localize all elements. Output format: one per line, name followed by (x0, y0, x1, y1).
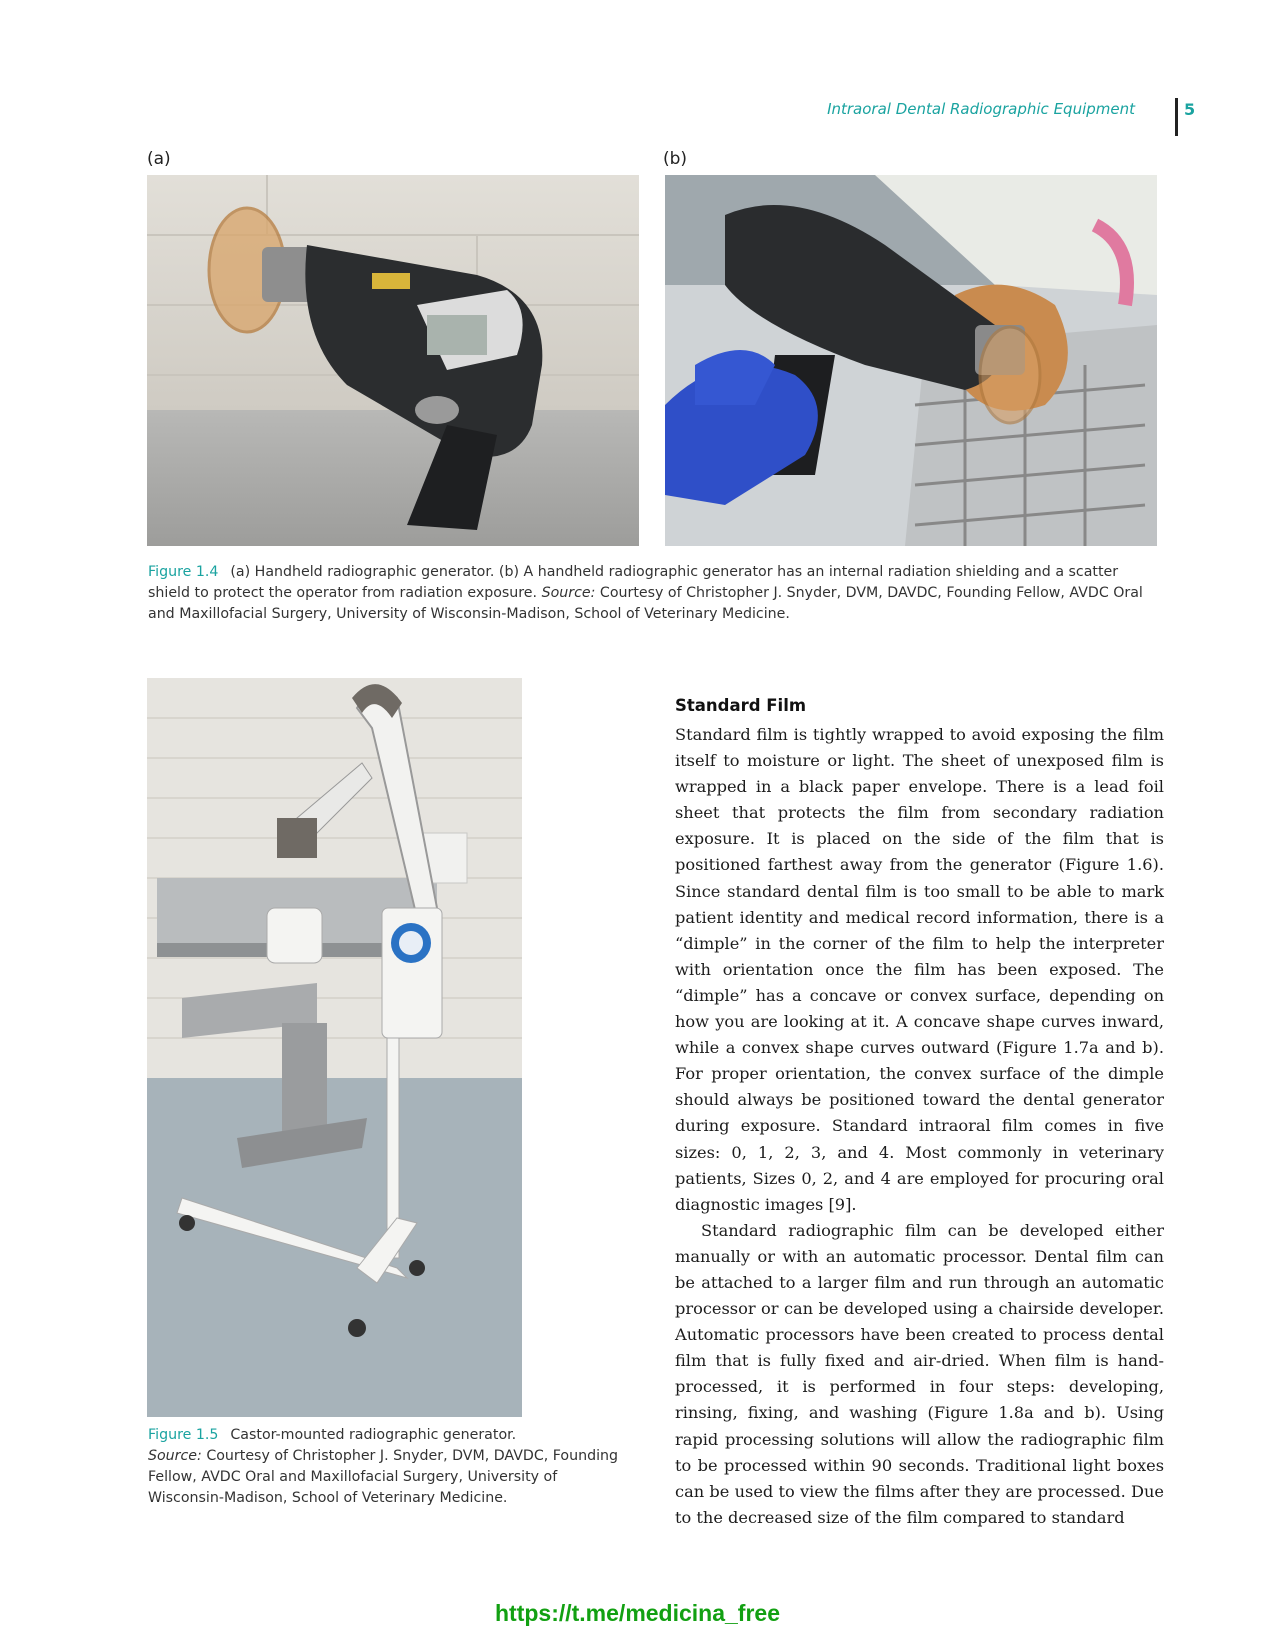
figure-1-4-label: Figure 1.4 (148, 564, 219, 580)
section-heading: Standard Film (675, 696, 807, 715)
figure-1-5-label: Figure 1.5 (148, 1427, 219, 1443)
figure-1-5-caption (148, 1425, 633, 1509)
figure-1-4-panel-a-label: (a) (147, 149, 171, 169)
figure-1-5-caption-text: Castor-mounted radiographic generator. (230, 1427, 517, 1443)
figure-1-4-source-text: Courtesy of Christopher J. Snyder, DVM, DAVDC, Founding Fellow, AVDC Oral and Maxillofacial Surgery, University of Wisconsin-Madison, School of Veterinary Medicine. (148, 585, 1143, 622)
running-title: Intraoral Dental Radiographic Equipment (827, 100, 1135, 118)
castor-mounted-generator-photo (147, 678, 522, 1417)
page-number: 5 (1184, 100, 1196, 119)
figure-1-4-caption (148, 562, 1158, 625)
figure-1-5-source-label: Source: (148, 1448, 202, 1464)
figure-1-4-panel-b-label: (b) (663, 149, 688, 169)
header-divider (1175, 98, 1178, 136)
body-paragraph: Standard film is tightly wrapped to avoid exposing the film itself to moisture or light. The sheet of unexposed film is wrapped in a black paper envelope. There is a lead foil sheet that protects the film from secondary radiation exposure. It is placed on the side of the film that is positioned farthest away from the generator (Figure 1.6). Since standard dental film is too small to be able to mark patient identity and medical record information, there is a “dimple” in the corner of the film to help the interpreter with orientation once the film has been exposed. The “dimple” has a concave or convex surface, depending on how you are looking at it. A concave shape curves inward, while a convex shape curves outward (Figure 1.7a and b). For proper orientation, the convex surface of the dimple should always be positioned toward the dental generator during exposure. Standard intraoral film comes in five sizes: 0, 1, 2, 3, and 4. Most commonly in veterinary patients, Sizes 0, 2, and 4 are employed for procuring oral diagnostic images [9]. (675, 725, 1164, 1214)
figure-1-5-source-text: Courtesy of Christopher J. Snyder, DVM, DAVDC, Founding Fellow, AVDC Oral and Maxillofacial Surgery, University of Wisconsin-Madison, School of Veterinary Medicine. (148, 1448, 619, 1506)
figure-1-4-source-label: Source: (541, 585, 596, 601)
footer-link[interactable]: https://t.me/medicina_free (494, 1600, 781, 1626)
handheld-generator-photo (147, 175, 639, 546)
figure-1-4-caption-text: (a) Handheld radiographic generator. (b) A handheld radiographic generator has an internal radiation shielding and a scatter shield to protect the operator from radiation exposure. (148, 564, 1119, 601)
body-paragraph: Standard radiographic film can be developed either manually or with an automatic processor. Dental film can be attached to a larger film and run through an automatic processor or can be developed using a chairside developer. Automatic processors have been created to process dental film that is fully fixed and air-dried. When film is hand-processed, it is performed in four steps: developing, rinsing, fixing, and washing (Figure 1.8a and b). Using rapid processing solutions will allow the radiographic film to be processed within 90 seconds. Traditional light boxes can be used to view the films after they are processed. Due to the decreased size of the film compared to standard (675, 1220, 1164, 1527)
generator-in-use-photo (665, 175, 1157, 546)
section-body (675, 722, 1164, 1531)
